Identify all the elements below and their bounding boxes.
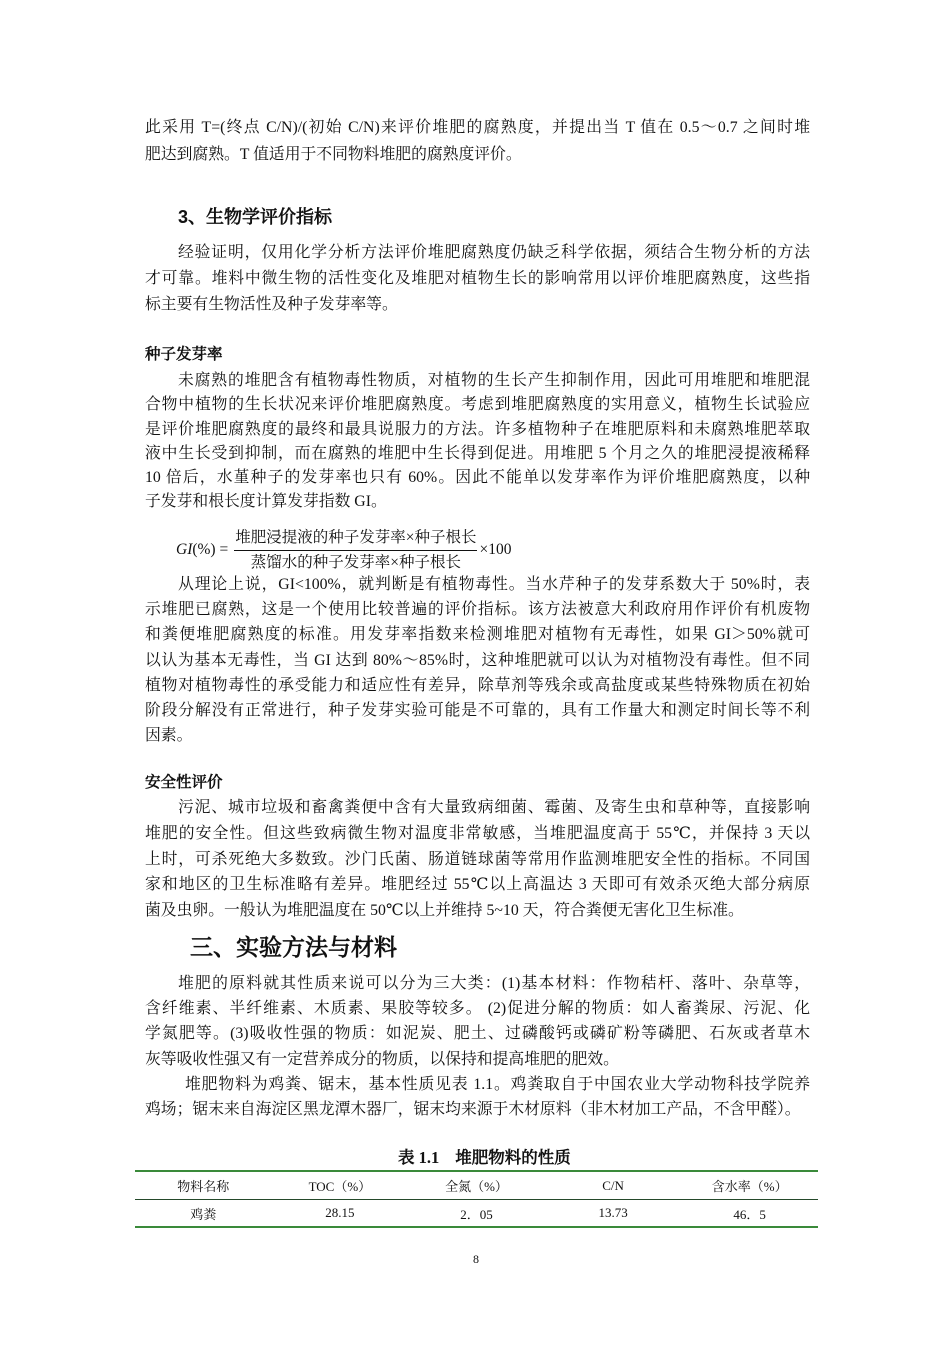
table-caption xyxy=(398,1146,571,1170)
table-header-cell: TOC（%） xyxy=(308,1179,372,1194)
paragraph-line: 菌及虫卵。一般认为堆肥温度在 50℃以上并维持 5~10 天，符合粪便无害化卫生标准。 xyxy=(145,902,744,920)
paragraph-line: 此采用 T=(终点 C/N)/(初始 C/N)来评价堆肥的腐熟度，并提出当 T 值在 0.5～0.7 之间时堆 xyxy=(145,119,810,136)
materials-source-paragraph xyxy=(145,1072,810,1122)
table-caption-title: 堆肥物料的性质 xyxy=(455,1148,571,1167)
paragraph-line: 是评价堆肥腐熟度的最终和最具说服力的方法。许多植物种子在堆肥原料和未腐熟堆肥萃取 xyxy=(145,420,810,438)
paragraph-line: 未腐熟的堆肥含有植物毒性物质，对植物的生长产生抑制作用，因此可用堆肥和堆肥混 xyxy=(178,372,810,389)
paragraph-line: 液中生长受到抑制，而在腐熟的堆肥中生长得到促进。用堆肥 5 个月之久的堆肥浸提液稀释 xyxy=(145,444,810,462)
paragraph-line: 示堆肥已腐熟，这是一个使用比较普遍的评价指标。该方法被意大利政府用作评价有机废物 xyxy=(145,601,810,619)
formula-multiplier: ×100 xyxy=(479,541,512,558)
table-header-cell: 全氮（%） xyxy=(445,1179,508,1194)
paragraph-line: 肥达到腐熟。T 值适用于不同物料堆肥的腐熟度评价。 xyxy=(145,145,522,163)
paragraph-line: 子发芽和根长度计算发芽指数 GI。 xyxy=(145,493,387,511)
safety-paragraph xyxy=(145,795,810,924)
formula-numerator: 堆肥浸提液的种子发芽率×种子根长 xyxy=(234,527,477,551)
table-cell: 28.15 xyxy=(325,1205,355,1220)
paragraph-line: 阶段分解没有正常进行，种子发芽实验可能是不可靠的，具有工作量大和测定时间长等不利 xyxy=(145,702,810,720)
table-header-cell: C/N xyxy=(602,1177,624,1193)
paragraph-line: 污泥、城市垃圾和畜禽粪便中含有大量致病细菌、霉菌、及寄生虫和草种等，直接影响 xyxy=(178,799,810,816)
paragraph-line: 因素。 xyxy=(145,727,193,745)
paragraph-line: 以认为基本无毒性，当 GI 达到 80%～85%时，这种堆肥就可以认为对植物没有毒性。但不同 xyxy=(145,651,810,669)
section-heading: 3、生物学评价指标 xyxy=(178,207,333,227)
paragraph-line: 堆肥的原料就其性质来说可以分为三大类：(1)基本材料：作物秸杆、落叶、杂草等， xyxy=(178,975,810,992)
paragraph-line: 学氮肥等。(3)吸收性强的物质：如泥炭、肥土、过磷酸钙或磷矿粉等磷肥、石灰或者草木 xyxy=(145,1025,810,1043)
paragraph-line: 含纤维素、半纤维素、木质素、果胶等较多。 (2)促进分解的物质：如人畜粪尿、污泥、化 xyxy=(145,1000,810,1018)
chapter-heading: 三、实验方法与材料 xyxy=(190,934,397,960)
table-header-cell: 含水率（%） xyxy=(711,1179,788,1194)
germination-paragraph xyxy=(145,369,810,515)
paragraph-line: 标主要有生物活性及种子发芽率等。 xyxy=(145,296,398,313)
formula-equals: = xyxy=(219,541,229,558)
paragraph-line: 经验证明，仅用化学分析方法评价堆肥腐熟度仍缺乏科学依据，须结合生物分析的方法 xyxy=(178,244,810,261)
paragraph-line: 家和地区的卫生标准略有差异。堆肥经过 55℃以上高温达 3 天即可有效杀灭绝大部分病原 xyxy=(145,876,810,894)
formula-denominator: 蒸馏水的种子发芽率×种子根长 xyxy=(250,553,461,571)
paragraph-line: 和粪便堆肥腐熟度的标准。用发芽率指数来检测堆肥对植物有无毒性，如果 GI＞50%就可 xyxy=(145,626,810,644)
page-number: 8 xyxy=(473,1252,479,1266)
subsection-heading: 种子发芽率 xyxy=(145,346,223,363)
table-cell: 2．05 xyxy=(460,1206,493,1222)
paragraph-line: 才可靠。堆料中微生物的活性变化及堆肥对植物生长的影响常用以评价堆肥腐熟度，这些指 xyxy=(145,270,810,287)
formula-unit: (%) xyxy=(192,541,216,558)
table-header-row xyxy=(135,1171,818,1200)
materials-paragraph xyxy=(145,971,810,1072)
formula-variable: GI xyxy=(176,541,193,558)
table-caption-label: 表 1.1 xyxy=(398,1148,440,1167)
paragraph-line: 堆肥物料为鸡粪、锯末，基本性质见表 1.1。鸡粪取自于中国农业大学动物科技学院养 xyxy=(185,1076,810,1093)
formula-fraction xyxy=(234,527,477,574)
materials-table xyxy=(135,1170,818,1228)
table-header-cell: 物料名称 xyxy=(177,1179,230,1194)
intro-paragraph xyxy=(145,115,810,168)
paragraph-line: 10 倍后，水堇种子的发芽率也只有 60%。因此不能单以发芽率作为评价堆肥腐熟度，以种 xyxy=(145,469,810,487)
table-row xyxy=(135,1200,818,1228)
formula-lhs xyxy=(176,541,228,559)
paragraph-line: 从理论上说，GI<100%，就判断是有植物毒性。当水芹种子的发芽系数大于 50%时，表 xyxy=(178,576,810,593)
paragraph-line: 植物对植物毒性的承受能力和适应性有差异，除草剂等残余或高盐度或某些特殊物质在初始 xyxy=(145,676,810,694)
paragraph-line: 鸡场；锯末来自海淀区黑龙潭木器厂，锯末均来源于木材原料（非木材加工产品，不含甲醛）。 xyxy=(145,1101,801,1118)
section3-paragraph xyxy=(145,240,810,318)
table-cell: 13.73 xyxy=(598,1205,628,1220)
gi-formula xyxy=(176,526,511,574)
paragraph-line: 上时，可杀死绝大多数致。沙门氏菌、肠道链球菌等常用作监测堆肥安全性的指标。不同国 xyxy=(145,850,810,868)
table-cell: 46．5 xyxy=(733,1206,766,1222)
paragraph-line: 堆肥的安全性。但这些致病微生物对温度非常敏感，当堆肥温度高于 55℃，并保持 3 天以 xyxy=(145,824,810,842)
germination-discussion-paragraph xyxy=(145,572,810,748)
paragraph-line: 灰等吸收性强又有一定营养成分的物质，以保持和提高堆肥的肥效。 xyxy=(145,1050,619,1068)
subsection-heading: 安全性评价 xyxy=(145,774,223,791)
paragraph-line: 合物中植物的生长状况来评价堆肥腐熟度。考虑到堆肥腐熟度的实用意义，植物生长试验应 xyxy=(145,396,810,414)
table-cell: 鸡粪 xyxy=(190,1206,217,1222)
